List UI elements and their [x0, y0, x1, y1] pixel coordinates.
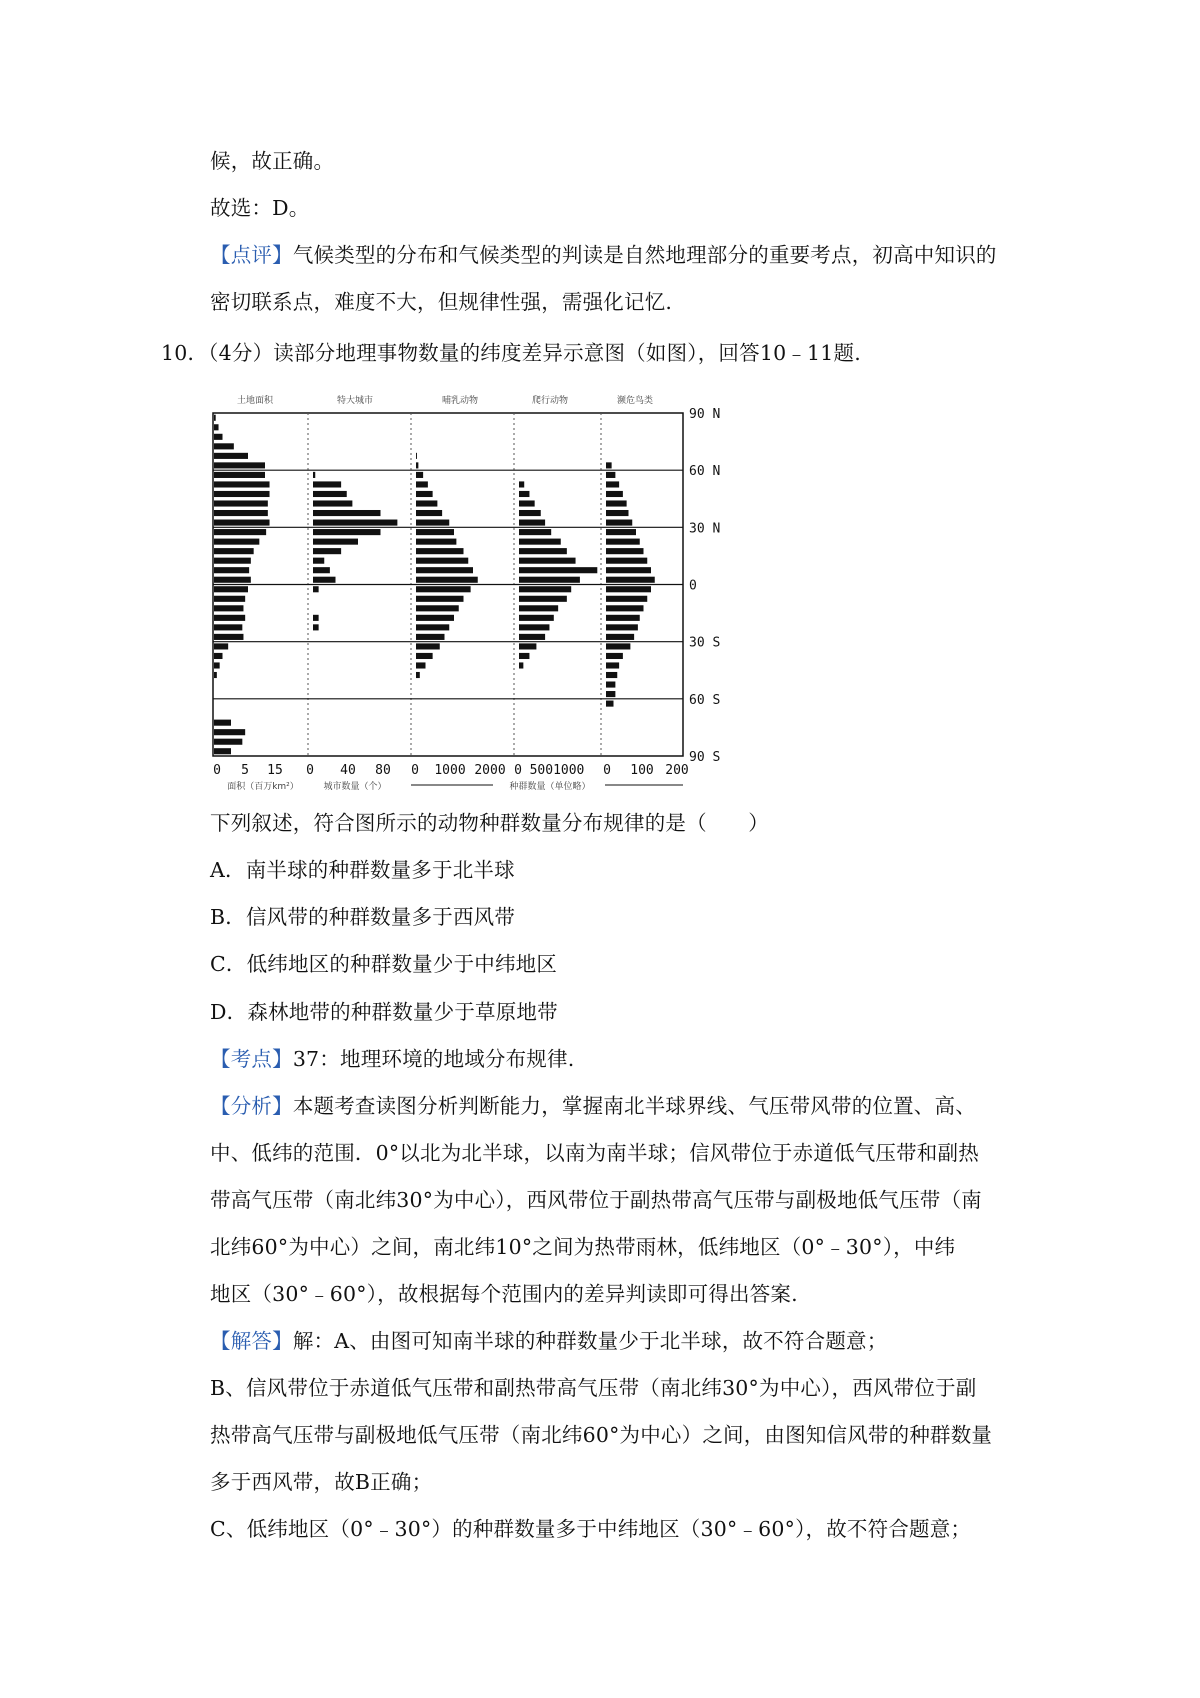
panel-header: 特大城市	[336, 396, 374, 406]
bar	[416, 596, 464, 602]
bar	[606, 472, 615, 478]
bar	[313, 529, 381, 535]
bar	[214, 500, 268, 506]
bar	[214, 567, 249, 573]
bar	[214, 443, 234, 449]
bar	[313, 539, 358, 545]
bar	[214, 672, 217, 678]
x-tick-label: 5	[241, 763, 249, 778]
bar	[313, 558, 324, 564]
section-tag: 【分析】	[210, 1094, 293, 1118]
bar	[313, 472, 315, 478]
bar	[214, 539, 259, 545]
bar	[519, 567, 597, 573]
bar	[606, 462, 612, 468]
bar	[606, 529, 636, 535]
bottom-axis-label: 城市数量（个）	[323, 782, 387, 790]
text-line	[210, 1512, 971, 1542]
bar	[214, 548, 254, 554]
bar	[519, 510, 541, 516]
bar	[214, 577, 251, 583]
bar	[214, 643, 228, 649]
line-text: 候，故正确。	[210, 149, 335, 173]
latitude-label: 90 N	[689, 407, 721, 422]
bar	[214, 624, 242, 630]
bar	[519, 558, 576, 564]
bar	[416, 615, 454, 621]
bar	[519, 653, 529, 659]
bar	[606, 605, 644, 611]
option-a	[210, 853, 515, 883]
bar	[606, 520, 632, 526]
bar	[519, 500, 535, 506]
bar	[214, 596, 245, 602]
x-tick-label: 0	[213, 763, 221, 778]
line-text: A．南半球的种群数量多于北半球	[210, 858, 515, 882]
bar	[214, 720, 231, 726]
bar	[606, 500, 627, 506]
bar	[606, 615, 640, 621]
bar	[313, 500, 352, 506]
analysis-line	[210, 1089, 976, 1119]
panel-header: 哺乳动物	[441, 396, 479, 406]
bar	[606, 586, 651, 592]
x-tick-label: 2000	[474, 763, 506, 778]
bar	[519, 548, 567, 554]
bar	[416, 558, 468, 564]
bar	[606, 548, 644, 554]
text-line	[210, 144, 334, 174]
bar	[214, 424, 219, 430]
bar	[214, 462, 265, 468]
option-b	[210, 900, 515, 930]
bar	[606, 596, 647, 602]
x-tick-label: 100	[630, 763, 654, 778]
line-text: 解：A、由图可知南半球的种群数量少于北半球，故不符合题意；	[292, 1329, 888, 1353]
x-tick-label: 0	[514, 763, 522, 778]
bar	[416, 462, 418, 468]
latitude-label: 90 S	[689, 750, 721, 765]
line-text: C、低纬地区（0°﹣30°）的种群数量多于中纬地区（30°﹣60°），故不符合题意；	[210, 1517, 972, 1541]
bar	[606, 643, 630, 649]
bar	[519, 634, 545, 640]
x-tick-label: 40	[340, 763, 356, 778]
bar	[519, 481, 524, 487]
bar	[214, 415, 216, 421]
bar	[214, 481, 270, 487]
bar	[313, 491, 347, 497]
bar	[416, 653, 433, 659]
x-tick-label: 0	[603, 763, 611, 778]
panel-header: 土地面积	[236, 396, 274, 406]
latitude-bar-chart	[205, 389, 745, 790]
bar	[214, 558, 251, 564]
bar	[606, 491, 623, 497]
section-tag: 【解答】	[210, 1329, 293, 1353]
bar	[519, 596, 567, 602]
text-line	[210, 191, 309, 221]
panel-header: 濒危鸟类	[616, 396, 654, 406]
bar	[214, 453, 248, 459]
x-tick-label: 15	[267, 763, 283, 778]
line-text: 10．（4分）读部分地理事物数量的纬度差异示意图（如图），回答10﹣11题.	[161, 341, 861, 365]
bar	[606, 653, 623, 659]
bar	[416, 662, 426, 668]
bar	[519, 624, 549, 630]
bar	[606, 691, 615, 697]
bar	[606, 567, 651, 573]
bottom-axis-label: 面积（百万km²）	[227, 782, 299, 790]
bar	[416, 472, 423, 478]
bar	[606, 624, 638, 630]
bar	[313, 586, 319, 592]
bar	[519, 529, 551, 535]
bar	[416, 481, 428, 487]
bar	[313, 481, 341, 487]
bar	[416, 510, 442, 516]
bar	[416, 491, 433, 497]
bar	[416, 548, 464, 554]
latitude-label: 60 S	[689, 692, 721, 708]
line-text: 北纬60°为中心）之间，南北纬10°之间为热带雨林，低纬地区（0°﹣30°），中纬	[210, 1235, 956, 1259]
line-text: 多于西风带，故B正确；	[210, 1470, 433, 1494]
option-d	[210, 995, 558, 1025]
bar	[606, 662, 619, 668]
question-stem	[210, 806, 769, 836]
bar	[416, 624, 449, 630]
bar	[519, 662, 523, 668]
bar	[519, 577, 580, 583]
line-text: 气候类型的分布和气候类型的判读是自然地理部分的重要考点，初高中知识的	[292, 243, 997, 267]
bar	[519, 586, 571, 592]
line-text: 中、低纬的范围．0°以北为北半球，以南为南半球；信风带位于赤道低气压带和副热	[210, 1141, 979, 1165]
latitude-label: 60 N	[689, 464, 721, 480]
line-text: C．低纬地区的种群数量少于中纬地区	[210, 952, 558, 976]
option-c	[210, 947, 557, 977]
line-text: 带高气压带（南北纬30°为中心），西风带位于副热带高气压带与副极地低气压带（南	[210, 1188, 982, 1212]
bar	[606, 701, 614, 707]
bar	[214, 520, 270, 526]
bar	[519, 539, 561, 545]
bar	[606, 672, 617, 678]
text-line	[210, 285, 672, 315]
bar	[214, 748, 231, 754]
latitude-label: 0	[689, 578, 697, 594]
bar	[214, 653, 223, 659]
section-tag: 【考点】	[210, 1047, 293, 1071]
x-tick-label: 1000	[434, 763, 466, 778]
bar	[519, 605, 558, 611]
x-tick-label: 5001000	[529, 763, 585, 778]
text-line	[210, 1418, 992, 1448]
bar	[313, 520, 397, 526]
answer-line	[210, 1324, 887, 1354]
bar	[214, 634, 243, 640]
x-tick-label: 0	[411, 763, 419, 778]
question-title	[161, 336, 861, 366]
text-line	[210, 1230, 955, 1260]
bar	[519, 491, 529, 497]
bar	[214, 729, 245, 735]
bar	[416, 586, 471, 592]
bar	[519, 615, 554, 621]
bar	[416, 520, 449, 526]
bar	[416, 529, 454, 535]
bar	[313, 624, 319, 630]
x-tick-label: 80	[375, 763, 391, 778]
bar	[416, 539, 456, 545]
text-line	[210, 1371, 976, 1401]
bar	[606, 634, 634, 640]
text-line	[210, 1277, 798, 1307]
bar	[313, 567, 330, 573]
line-text: B．信风带的种群数量多于西风带	[210, 905, 516, 929]
bar	[214, 510, 268, 516]
bar	[416, 634, 445, 640]
bar	[214, 739, 242, 745]
bar	[606, 539, 640, 545]
bar	[214, 529, 266, 535]
kaodian-line	[210, 1042, 574, 1072]
latitude-label: 30 S	[689, 635, 721, 651]
bar	[214, 586, 248, 592]
bar	[313, 615, 319, 621]
line-text: 地区（30°﹣60°），故根据每个范围内的差异判读即可得出答案.	[210, 1282, 798, 1306]
text-line	[210, 1136, 979, 1166]
line-text: 本题考查读图分析判断能力，掌握南北半球界线、气压带风带的位置、高、	[292, 1094, 976, 1118]
line-text: D．森林地带的种群数量少于草原地带	[210, 1000, 558, 1024]
bar	[214, 662, 220, 668]
bar	[606, 577, 655, 583]
bar	[416, 672, 420, 678]
x-tick-label: 0	[306, 763, 314, 778]
bar	[313, 577, 336, 583]
line-text: 热带高气压带与副极地低气压带（南北纬60°为中心）之间，由图知信风带的种群数量	[210, 1423, 993, 1447]
line-text: 密切联系点，难度不大，但规律性强，需强化记忆.	[210, 290, 673, 314]
line-text: 故选：D。	[210, 196, 310, 220]
line-text: 37：地理环境的地域分布规律.	[292, 1047, 575, 1071]
bar	[214, 605, 243, 611]
bar	[313, 510, 381, 516]
comment-line	[210, 238, 997, 268]
text-line	[210, 1465, 432, 1495]
bar	[214, 434, 223, 440]
section-tag: 【点评】	[210, 243, 293, 267]
bar	[416, 500, 437, 506]
bar	[416, 453, 417, 459]
text-line	[210, 1183, 982, 1213]
bar	[606, 481, 619, 487]
bar	[214, 472, 265, 478]
bar	[519, 643, 536, 649]
bar	[313, 548, 341, 554]
line-text: 下列叙述，符合图所示的动物种群数量分布规律的是（ ）	[210, 811, 769, 835]
bottom-axis-label: 种群数量（单位略）	[509, 782, 591, 790]
bar	[416, 605, 459, 611]
bar	[606, 510, 629, 516]
bar	[519, 520, 545, 526]
x-tick-label: 200	[665, 763, 689, 778]
panel-header: 爬行动物	[531, 396, 569, 406]
bar	[214, 615, 245, 621]
line-text: B、信风带位于赤道低气压带和副热带高气压带（南北纬30°为中心），西风带位于副	[210, 1376, 977, 1400]
bar	[416, 577, 478, 583]
bar	[606, 558, 647, 564]
bar	[606, 681, 615, 687]
bar	[416, 567, 473, 573]
latitude-label: 30 N	[689, 521, 721, 537]
bar	[416, 643, 440, 649]
bar	[214, 491, 270, 497]
